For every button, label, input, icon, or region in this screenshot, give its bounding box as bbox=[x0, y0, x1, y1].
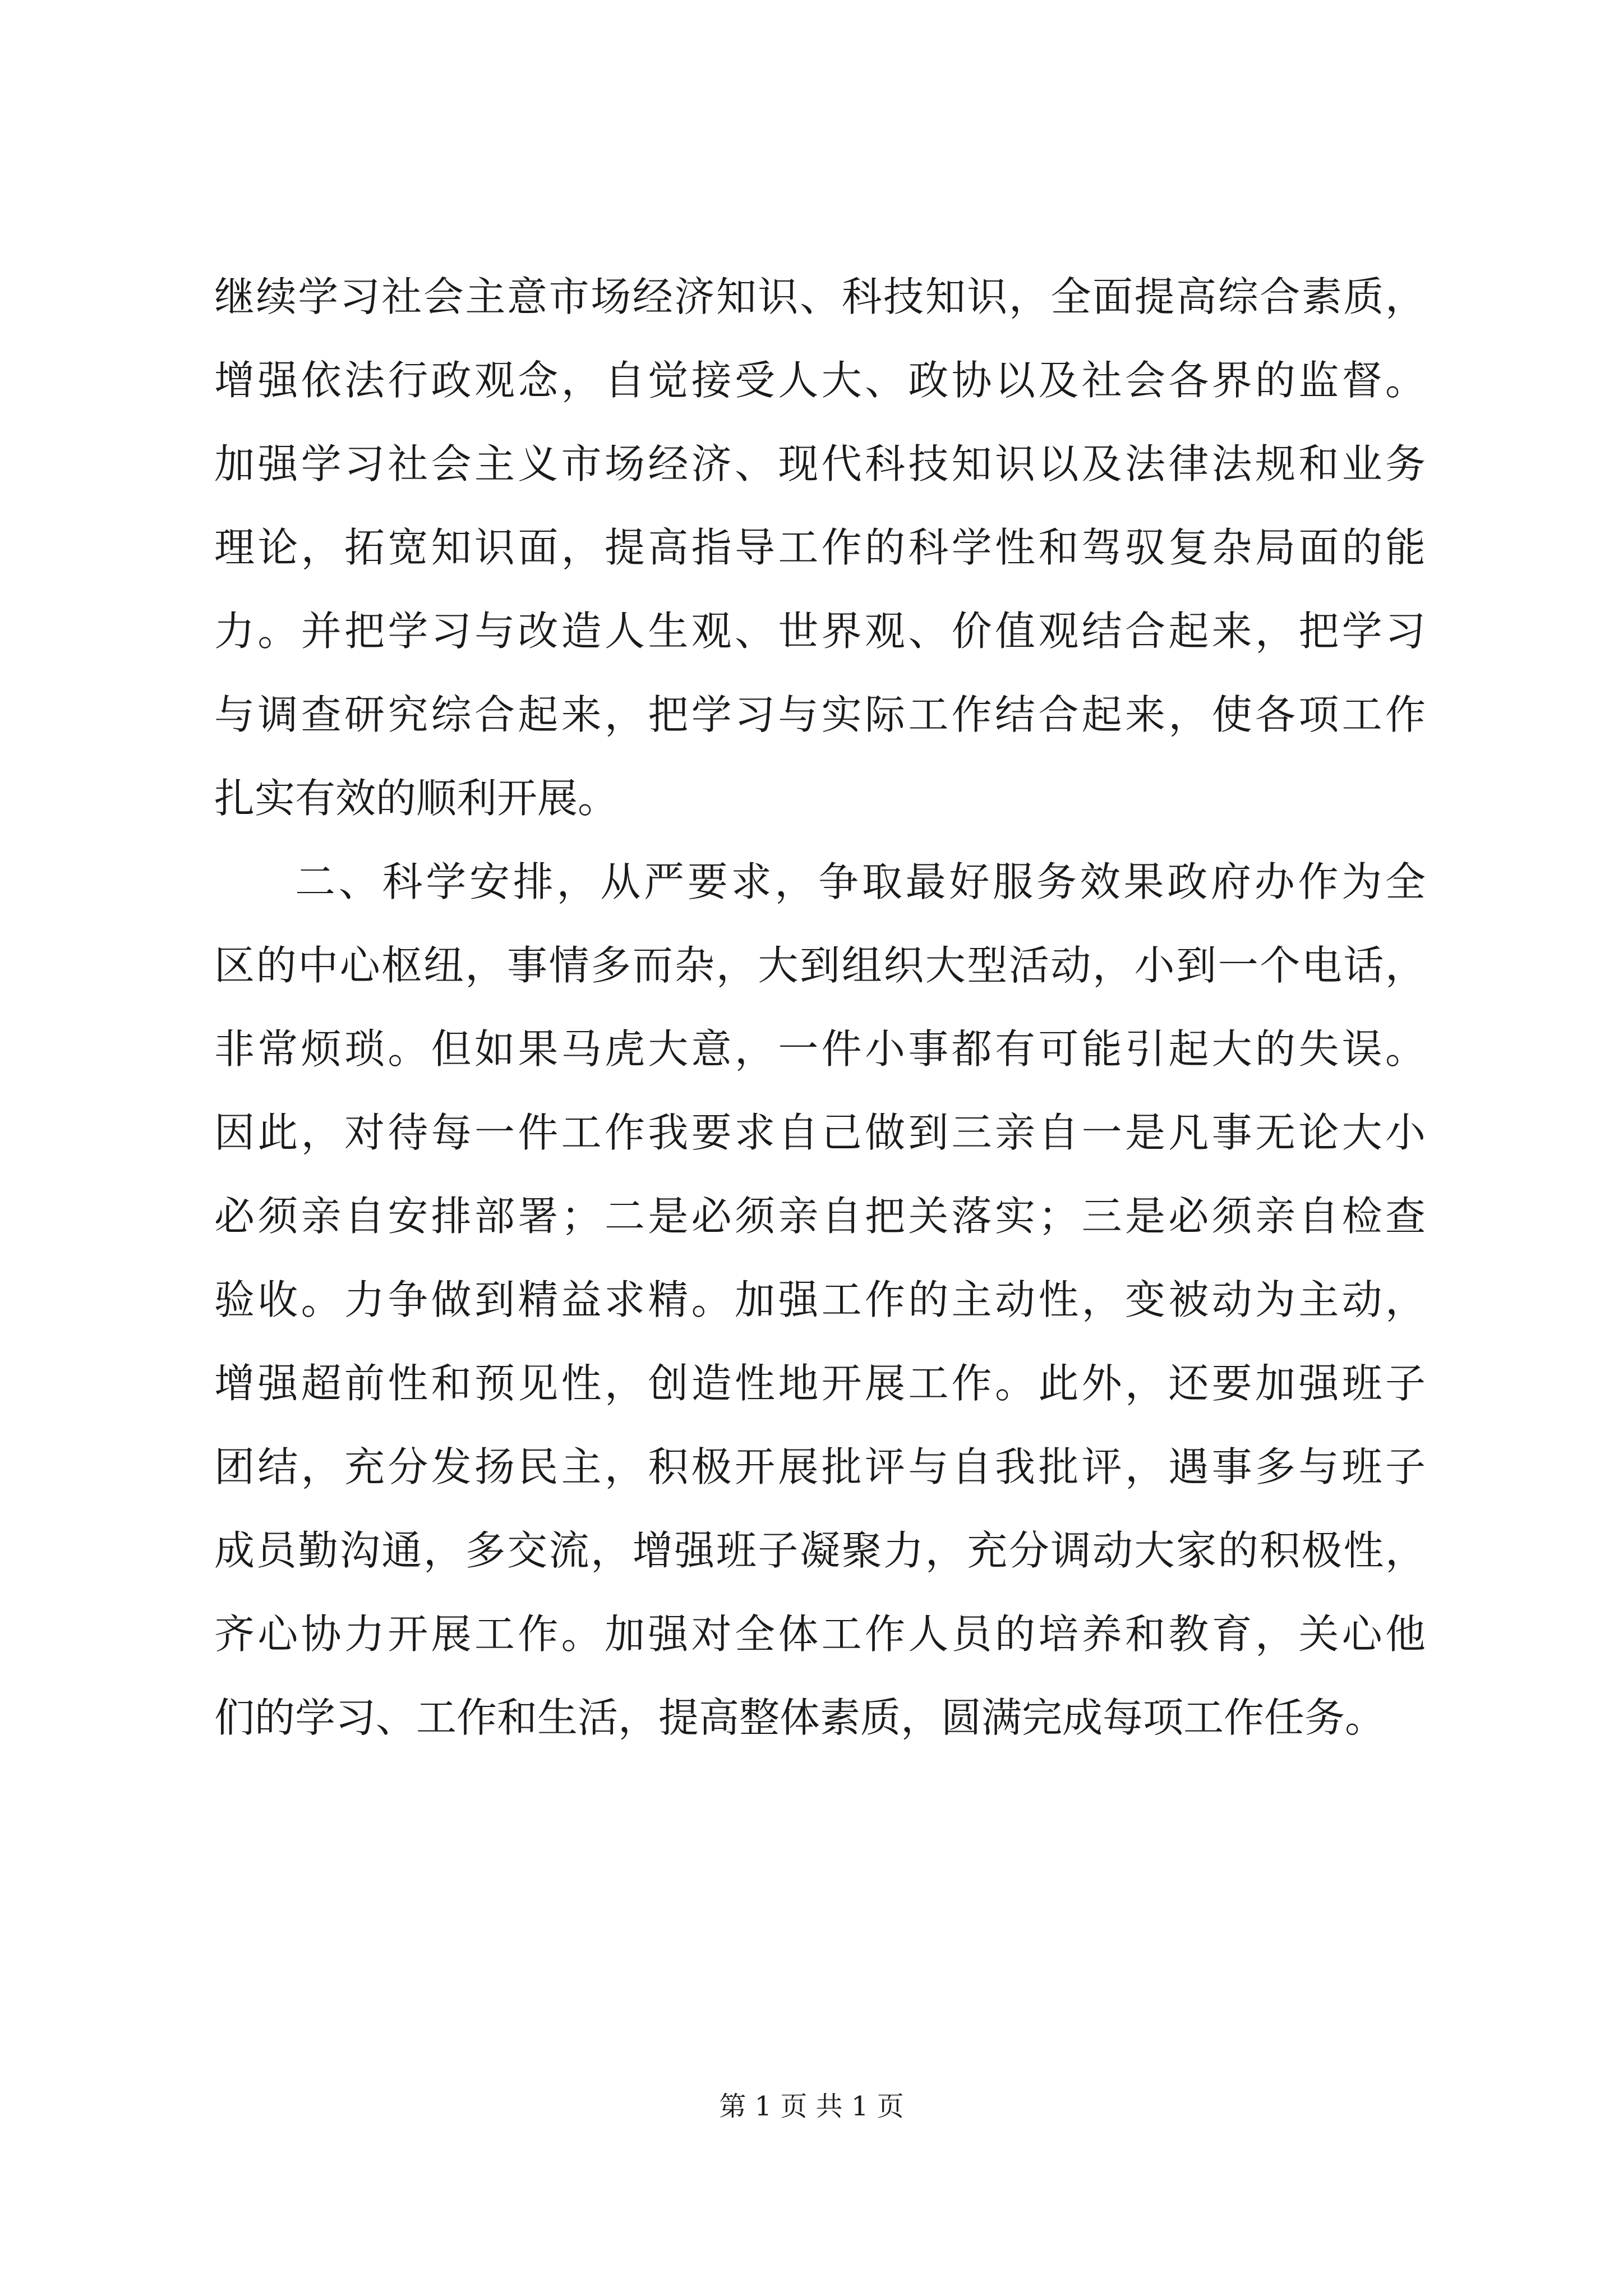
paragraph-2 bbox=[214, 840, 1426, 1760]
paragraph-line: 必须亲自安排部署；二是必须亲自把关落实；三是必须亲自检查 bbox=[214, 1193, 1426, 1240]
paragraph-line: 成员勤沟通，多交流，增强班子凝聚力，充分调动大家的积极性， bbox=[214, 1527, 1426, 1574]
paragraph-line: 与调查研究综合起来，把学习与实际工作结合起来，使各项工作 bbox=[214, 691, 1426, 738]
paragraph-line: 团结，充分发扬民主，积极开展批评与自我批评，遇事多与班子 bbox=[214, 1443, 1426, 1490]
document-body bbox=[214, 255, 1426, 1760]
paragraph-line: 们的学习、工作和生活，提高整体素质，圆满完成每项工作任务。 bbox=[214, 1694, 1386, 1741]
page-indicator: 第 1 页 共 1 页 bbox=[719, 2091, 904, 2122]
paragraph-line: 区的中心枢纽，事情多而杂，大到组织大型活动，小到一个电话， bbox=[214, 942, 1426, 989]
page-footer bbox=[0, 2090, 1623, 2123]
paragraph-line: 齐心协力开展工作。加强对全体工作人员的培养和教育，关心他 bbox=[214, 1611, 1426, 1658]
paragraph-line: 增强依法行政观念，自觉接受人大、政协以及社会各界的监督。 bbox=[214, 357, 1426, 404]
paragraph-line: 加强学习社会主义市场经济、现代科技知识以及法律法规和业务 bbox=[214, 440, 1426, 487]
paragraph-line: 二、科学安排，从严要求，争取最好服务效果政府办作为全 bbox=[295, 858, 1426, 905]
paragraph-line: 理论，拓宽知识面，提高指导工作的科学性和驾驭复杂局面的能 bbox=[214, 524, 1426, 571]
paragraph-line: 验收。力争做到精益求精。加强工作的主动性，变被动为主动， bbox=[214, 1276, 1426, 1323]
paragraph-line: 非常烦琐。但如果马虎大意，一件小事都有可能引起大的失误。 bbox=[214, 1025, 1426, 1073]
paragraph-line: 扎实有效的顺利开展。 bbox=[214, 775, 619, 822]
paragraph-1 bbox=[214, 255, 1426, 840]
paragraph-line: 增强超前性和预见性，创造性地开展工作。此外，还要加强班子 bbox=[214, 1360, 1426, 1407]
paragraph-line: 因此，对待每一件工作我要求自己做到三亲自一是凡事无论大小 bbox=[214, 1109, 1426, 1156]
paragraph-line: 继续学习社会主意市场经济知识、科技知识，全面提高综合素质， bbox=[214, 273, 1426, 320]
paragraph-line: 力。并把学习与改造人生观、世界观、价值观结合起来，把学习 bbox=[214, 608, 1426, 655]
